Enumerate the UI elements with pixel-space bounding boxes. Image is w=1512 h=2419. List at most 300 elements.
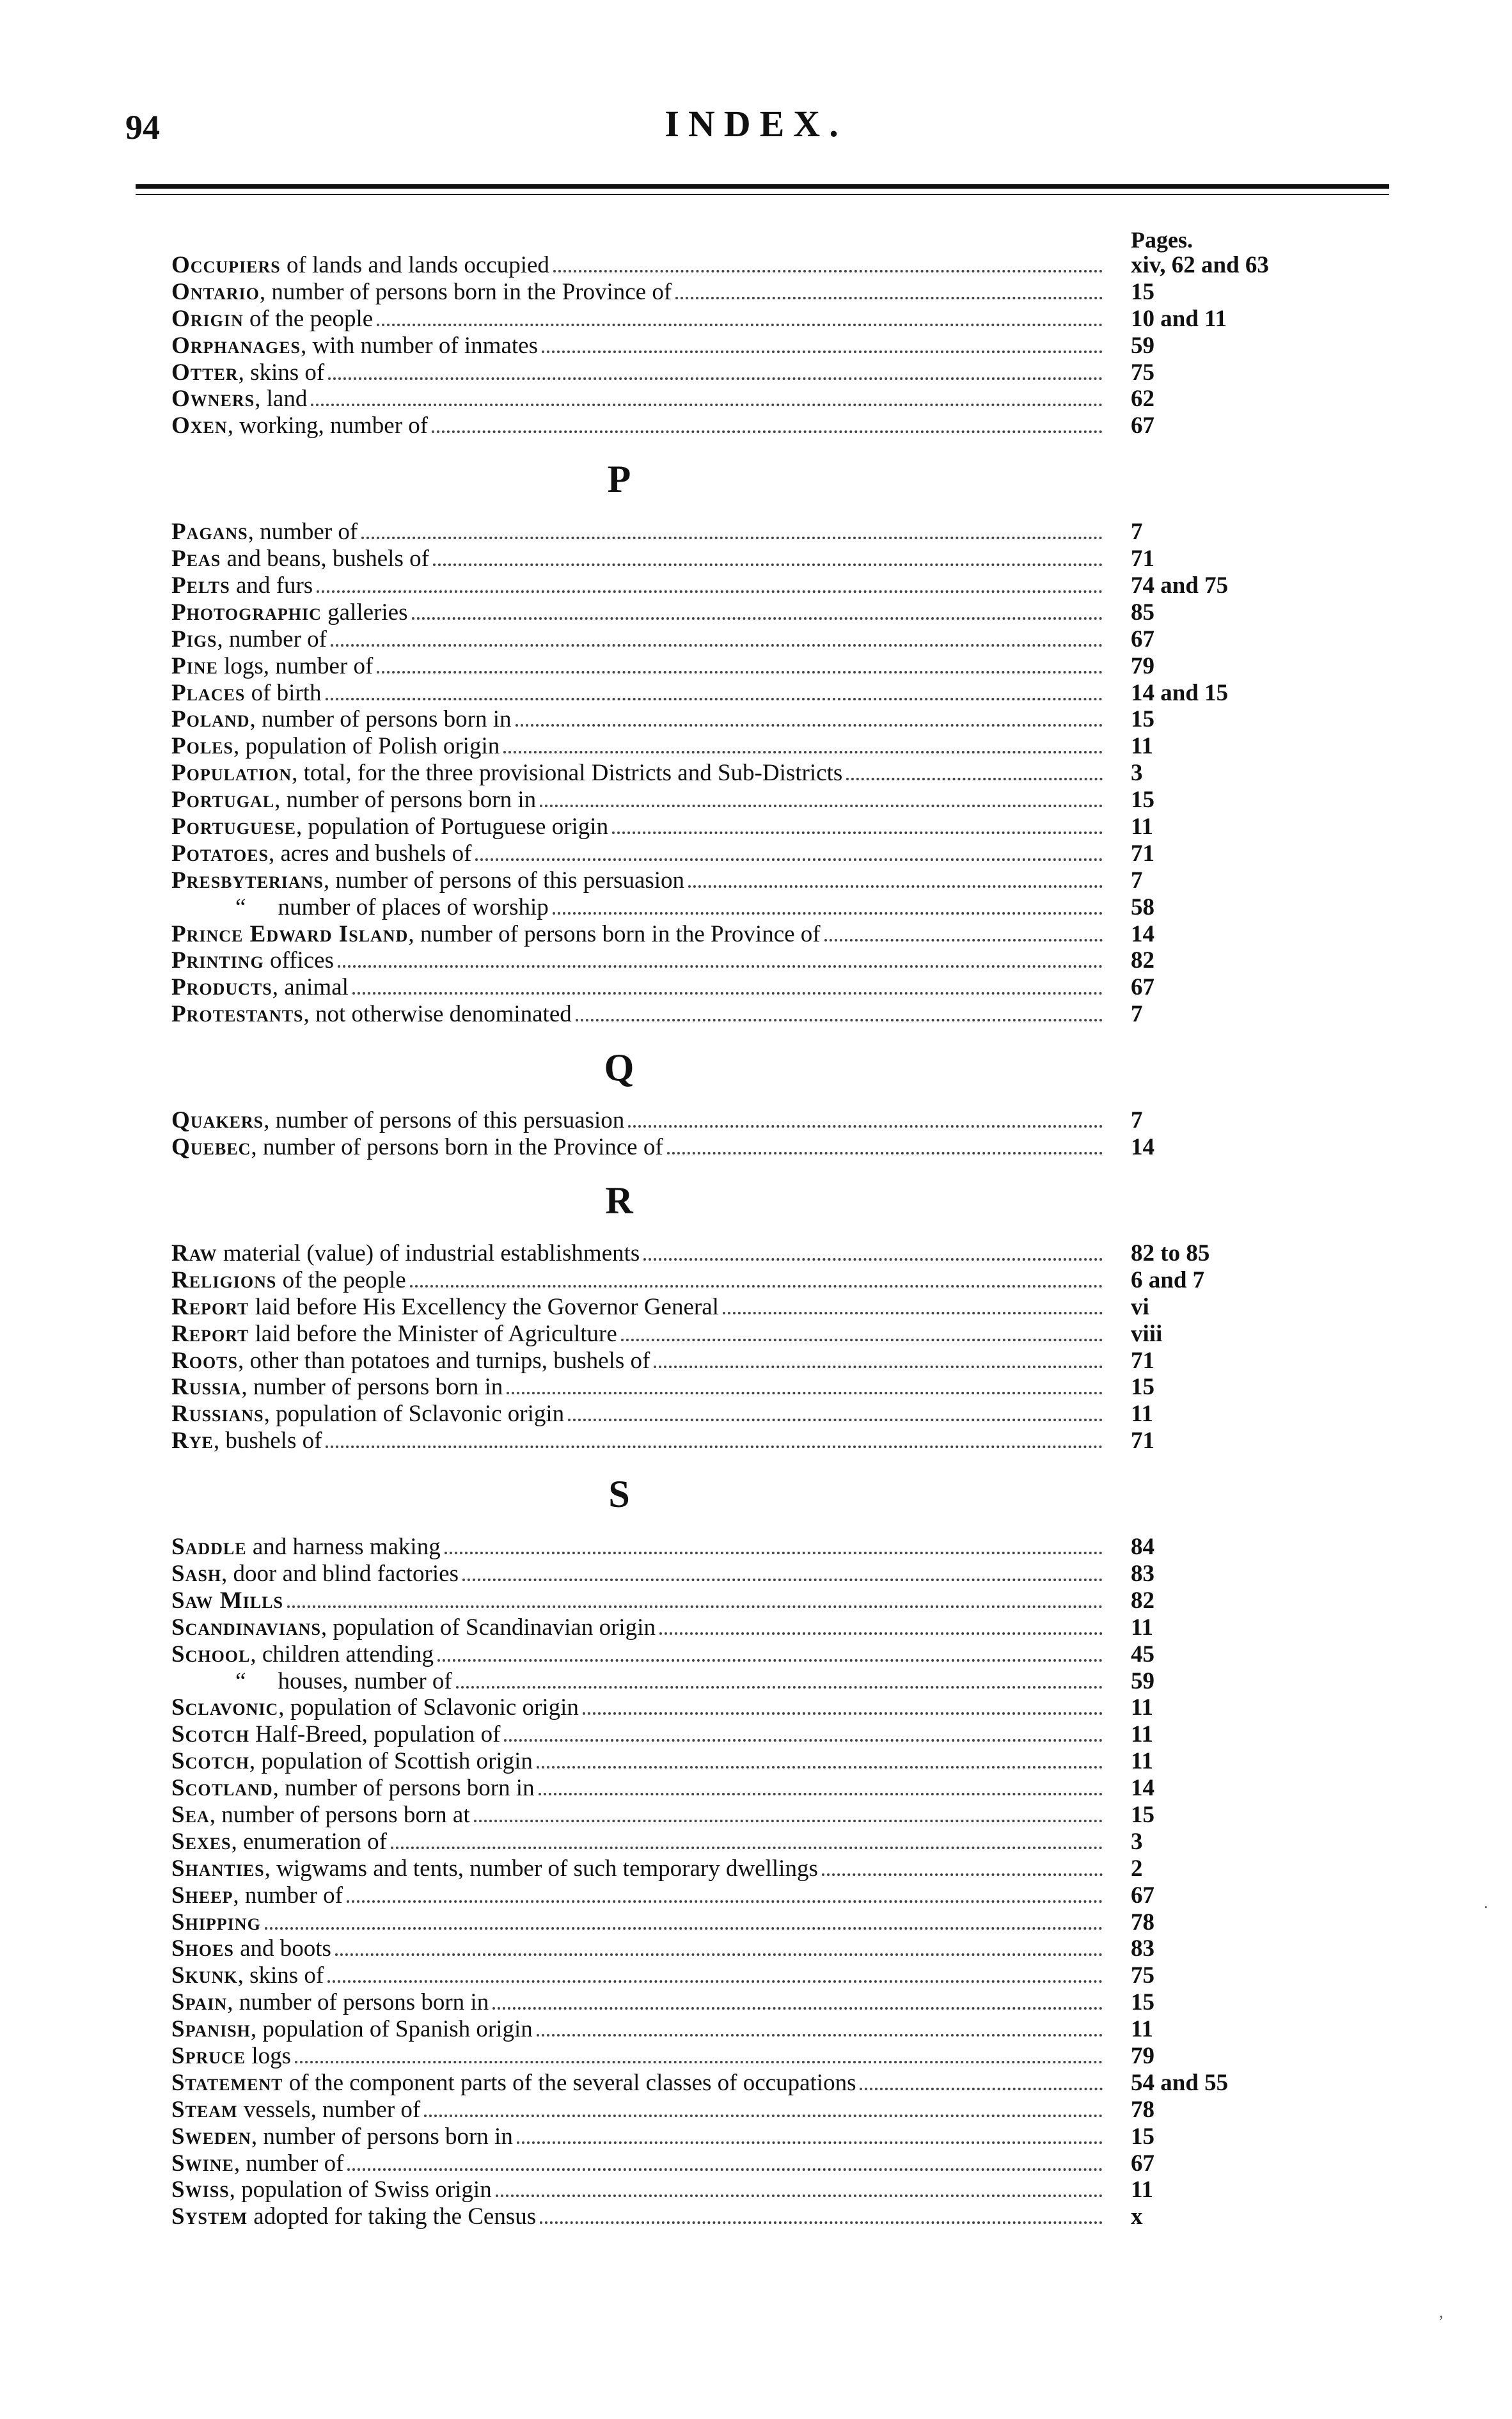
- entry-text: [171, 1001, 576, 1028]
- entry-description: of the people: [243, 305, 374, 332]
- entry-text: [171, 680, 326, 707]
- dot-leader: [628, 1125, 1103, 1128]
- entry-label: [171, 2124, 1108, 2150]
- entry-text: [171, 2150, 347, 2177]
- dot-leader: [347, 2168, 1103, 2171]
- page-title: INDEX.: [665, 103, 847, 145]
- entry-description: , total, for the three provisional Districts and Sub-Districts: [292, 760, 843, 787]
- entry-headword: Report: [171, 1293, 249, 1320]
- entry-pages: vi: [1131, 1293, 1149, 1320]
- entry-pages: 75: [1131, 359, 1154, 386]
- entry-label: [171, 1348, 1108, 1375]
- entry-description: , population of Swiss origin: [229, 2177, 492, 2203]
- entry-pages: 11: [1131, 1748, 1153, 1775]
- entry-description: galleries: [321, 599, 408, 626]
- entry-text: [171, 1348, 654, 1375]
- index-entry: [171, 413, 1355, 439]
- entry-text: [171, 519, 361, 546]
- entry-text: [171, 1534, 445, 1561]
- entry-headword: Occupiers: [171, 252, 281, 278]
- entry-description: of the component parts of the several classes of occupations: [283, 2069, 856, 2096]
- dot-leader: [659, 1632, 1103, 1635]
- entry-pages: 6 and 7: [1131, 1266, 1205, 1293]
- index-entry: [171, 359, 1355, 386]
- entry-text: [171, 2016, 537, 2043]
- entry-headword: Shoes: [171, 1935, 234, 1962]
- entry-text: [171, 2070, 860, 2097]
- entry-text: [171, 1107, 628, 1134]
- entry-label: [171, 1909, 1108, 1936]
- entry-headword: Photographic: [171, 599, 322, 626]
- header-rule-thick: [136, 184, 1389, 189]
- entry-headword: Shanties: [171, 1855, 265, 1882]
- entry-label: [171, 2150, 1108, 2177]
- entry-headword: Saw Mills: [171, 1587, 283, 1614]
- entry-label: [171, 1134, 1108, 1161]
- entry-pages: 11: [1131, 1614, 1153, 1641]
- entry-text: [171, 1989, 492, 2016]
- entry-headword: Scotch: [171, 1748, 249, 1775]
- index-entry: [171, 1321, 1355, 1348]
- entry-headword: Russians: [171, 1401, 264, 1428]
- entry-headword: Pagans: [171, 519, 248, 546]
- dot-leader: [568, 1419, 1103, 1421]
- entry-headword: Orphanages: [171, 332, 301, 359]
- entry-headword: Potatoes: [171, 840, 269, 867]
- entry-pages: 58: [1131, 894, 1154, 920]
- entry-label: [171, 546, 1108, 572]
- entry-label: [171, 279, 1108, 306]
- entry-pages: 71: [1131, 546, 1154, 572]
- entry-pages: 79: [1131, 2042, 1154, 2069]
- entry-text: [171, 921, 824, 948]
- entry-pages: 15: [1131, 706, 1154, 733]
- entry-headword: Oxen: [171, 413, 228, 439]
- index-entry: [171, 947, 1355, 974]
- entry-label: [171, 2043, 1108, 2070]
- entry-text: [171, 1294, 723, 1321]
- entry-text: [171, 894, 553, 921]
- entry-label: [171, 306, 1108, 333]
- entry-label: [171, 2070, 1108, 2097]
- dot-leader: [504, 1739, 1103, 1742]
- dot-leader: [295, 2061, 1103, 2063]
- index-entry: [171, 279, 1355, 306]
- entry-label: [171, 2097, 1108, 2124]
- index-entry: [171, 787, 1355, 814]
- dot-leader: [542, 351, 1103, 353]
- entry-description: , wigwams and tents, number of such temporary dwellings: [264, 1855, 818, 1882]
- entry-headword: Protestants: [171, 1001, 304, 1028]
- dot-leader: [846, 778, 1103, 780]
- entry-description: , skins of: [237, 1962, 324, 1989]
- entry-description: , population of Sclavonic origin: [264, 1401, 565, 1428]
- index-entry: [171, 386, 1355, 413]
- entry-headword: Printing: [171, 947, 264, 974]
- entry-description: , number of persons born at: [209, 1801, 470, 1828]
- entry-headword: Pine: [171, 652, 218, 679]
- entry-label: [171, 894, 1108, 921]
- dot-leader: [328, 377, 1103, 380]
- entry-text: [171, 1401, 568, 1428]
- entry-text: [171, 1802, 474, 1829]
- entry-pages: 67: [1131, 626, 1154, 652]
- index-entry: [171, 333, 1355, 359]
- entry-label: [171, 733, 1108, 760]
- entry-pages: 78: [1131, 1909, 1154, 1935]
- entry-label: [171, 760, 1108, 787]
- entry-text: [171, 2177, 496, 2203]
- entry-label: [171, 1694, 1108, 1721]
- entry-description: , number of: [248, 519, 358, 546]
- dot-leader: [326, 1446, 1103, 1448]
- dot-leader: [540, 2221, 1103, 2224]
- entry-description: , working, number of: [227, 413, 429, 439]
- section-letter: Q: [604, 1046, 634, 1089]
- dot-leader: [516, 724, 1103, 727]
- entry-text: [171, 1829, 391, 1856]
- entry-text: [171, 599, 412, 626]
- entry-headword: Pelts: [171, 572, 230, 599]
- entry-headword: Portugal: [171, 787, 275, 814]
- entry-label: [171, 1989, 1108, 2016]
- entry-pages: 11: [1131, 2177, 1153, 2203]
- index-entry: [171, 1401, 1355, 1428]
- entry-label: [171, 1588, 1108, 1614]
- entry-headword: Poles: [171, 733, 233, 760]
- index-entry: [171, 840, 1355, 867]
- entry-description: logs: [246, 2042, 292, 2069]
- entry-description: , children attending: [250, 1641, 434, 1667]
- section-letter: S: [608, 1473, 630, 1516]
- entry-description: , number of: [233, 1882, 343, 1909]
- entry-label: [171, 1267, 1108, 1294]
- index-entry: [171, 2203, 1355, 2230]
- entry-headword: Religions: [171, 1266, 277, 1293]
- entry-description: houses, number of: [278, 1667, 452, 1694]
- index-entry: [171, 1614, 1355, 1641]
- entry-description: , with number of inmates: [301, 332, 538, 359]
- dot-leader: [860, 2088, 1103, 2090]
- entry-label: [171, 680, 1108, 707]
- index-entry: [171, 2043, 1355, 2070]
- entry-pages: 15: [1131, 1374, 1154, 1401]
- entry-text: [171, 787, 540, 814]
- entry-pages: 82: [1131, 947, 1154, 974]
- entry-text: [171, 1561, 462, 1588]
- entry-label: [171, 1561, 1108, 1588]
- entry-text: [171, 1374, 507, 1401]
- entry-pages: 71: [1131, 1347, 1154, 1374]
- entry-label: [171, 359, 1108, 386]
- entry-pages: 11: [1131, 2016, 1153, 2043]
- entry-text: [171, 1668, 456, 1695]
- entry-description: Half-Breed, population of: [249, 1721, 501, 1748]
- entry-pages: 71: [1131, 1428, 1154, 1454]
- entry-pages: x: [1131, 2203, 1143, 2230]
- entry-text: [171, 2043, 295, 2070]
- dot-leader: [553, 912, 1103, 915]
- entry-label: [171, 1935, 1108, 1962]
- entry-headword: Steam: [171, 2096, 238, 2123]
- dot-leader: [517, 2141, 1103, 2144]
- index-entry: [171, 814, 1355, 840]
- entry-text: [171, 1641, 437, 1668]
- entry-pages: 14 and 15: [1131, 679, 1229, 706]
- entry-headword: Sheep: [171, 1882, 233, 1909]
- dot-leader: [331, 644, 1103, 647]
- entry-headword: Quakers: [171, 1107, 264, 1134]
- dot-leader: [667, 1152, 1103, 1154]
- entry-headword: Shipping: [171, 1909, 261, 1935]
- entry-headword: Sea: [171, 1801, 210, 1828]
- entry-headword: Peas: [171, 546, 221, 572]
- entry-description: , not otherwise denominated: [303, 1001, 572, 1028]
- entry-description: , population of Portuguese origin: [295, 814, 609, 840]
- entry-label: [171, 599, 1108, 626]
- entry-text: [171, 1428, 326, 1454]
- entry-label: [171, 1856, 1108, 1882]
- entry-text: [171, 1935, 335, 1962]
- entry-text: [171, 2203, 540, 2230]
- entry-label: [171, 519, 1108, 546]
- entry-pages: 83: [1131, 1935, 1154, 1962]
- entry-pages: 67: [1131, 974, 1154, 1001]
- dot-leader: [824, 939, 1103, 942]
- dot-leader: [553, 270, 1103, 272]
- entry-pages: 83: [1131, 1560, 1154, 1587]
- entry-text: [171, 1909, 265, 1936]
- index-entry: [171, 1240, 1355, 1267]
- dot-leader: [540, 805, 1103, 807]
- entry-description: number of places of worship: [278, 894, 549, 920]
- margin-mark: ,: [1439, 2303, 1444, 2321]
- dot-leader: [539, 1793, 1103, 1795]
- entry-pages: 14: [1131, 1775, 1154, 1802]
- entry-label: [171, 653, 1108, 680]
- page-number: 94: [125, 108, 160, 146]
- entry-description: , number of persons of this persuasion: [323, 867, 685, 894]
- section-letter: R: [605, 1179, 633, 1222]
- entry-pages: 14: [1131, 1134, 1154, 1161]
- entry-headword: Ontario: [171, 278, 260, 305]
- entry-description: , number of persons born in: [227, 1989, 489, 2016]
- entry-text: [171, 279, 675, 306]
- entry-headword: Quebec: [171, 1134, 251, 1161]
- entry-description: , enumeration of: [231, 1828, 387, 1855]
- entry-label: [171, 386, 1108, 413]
- index-entry: [171, 252, 1355, 279]
- entry-label: [171, 1428, 1108, 1454]
- entry-description: and furs: [230, 572, 313, 599]
- entry-label: [171, 626, 1108, 653]
- entry-pages: 10 and 11: [1131, 305, 1227, 332]
- dot-leader: [537, 2034, 1103, 2037]
- entry-headword: Swine: [171, 2150, 234, 2177]
- dot-leader: [688, 885, 1103, 888]
- dot-leader: [338, 965, 1103, 968]
- entry-headword: Russia: [171, 1374, 242, 1401]
- entry-pages: 67: [1131, 2150, 1154, 2177]
- dot-leader: [391, 1847, 1103, 1849]
- entry-text: [171, 572, 317, 599]
- entry-headword: Sash: [171, 1560, 222, 1587]
- entry-label: [171, 814, 1108, 840]
- dot-leader: [503, 751, 1103, 753]
- entry-description: offices: [264, 947, 334, 974]
- index-entry: [171, 572, 1355, 599]
- entry-label: [171, 1107, 1108, 1134]
- entry-headword: Otter: [171, 359, 239, 386]
- entry-text: [171, 1748, 537, 1775]
- index-entry: [171, 1694, 1355, 1721]
- entry-label: [171, 947, 1108, 974]
- index-entry: [171, 1962, 1355, 1989]
- entry-label: [171, 2177, 1108, 2203]
- ditto-mark: “: [235, 894, 246, 920]
- entry-text: [171, 1134, 667, 1161]
- entry-label: [171, 1962, 1108, 1989]
- entry-label: [171, 1775, 1108, 1802]
- dot-leader: [496, 2194, 1103, 2197]
- dot-leader: [335, 1953, 1103, 1956]
- entry-label: [171, 2016, 1108, 2043]
- entry-pages: 79: [1131, 652, 1154, 679]
- index-entry: [171, 1374, 1355, 1401]
- entry-description: and beans, bushels of: [221, 546, 429, 572]
- index-entry: [171, 653, 1355, 680]
- entry-headword: Spain: [171, 1989, 228, 2016]
- entry-headword: Origin: [171, 305, 244, 332]
- entry-label: [171, 921, 1108, 948]
- entry-label: [171, 252, 1108, 279]
- entry-description: logs, number of: [217, 652, 374, 679]
- entry-description: , skins of: [238, 359, 325, 386]
- index-entry: [171, 306, 1355, 333]
- entry-pages: 11: [1131, 1721, 1153, 1748]
- index-entry: [171, 599, 1355, 626]
- index-entry: [171, 546, 1355, 572]
- index-entry: [171, 519, 1355, 546]
- entry-headword: Swiss: [171, 2177, 230, 2203]
- entry-description: , number of persons born in: [251, 2123, 513, 2150]
- entry-description: laid before the Minister of Agriculture: [249, 1320, 617, 1347]
- index-entry: [171, 1829, 1355, 1856]
- entry-description: , number of: [233, 2150, 344, 2177]
- entry-text: [171, 306, 377, 333]
- entry-label: [171, 867, 1108, 894]
- entry-pages: 3: [1131, 1828, 1143, 1855]
- entry-pages: 15: [1131, 2123, 1154, 2150]
- entry-description: , acres and bushels of: [268, 840, 472, 867]
- dot-leader: [265, 1927, 1103, 1930]
- entry-description: , population of Sclavonic origin: [278, 1694, 579, 1721]
- dot-leader: [675, 297, 1103, 299]
- entry-text: [171, 840, 475, 867]
- entry-label: [171, 1748, 1108, 1775]
- dot-leader: [612, 831, 1103, 834]
- dot-leader: [432, 430, 1103, 433]
- entry-description: , door and blind factories: [221, 1560, 459, 1587]
- entry-headword: Rye: [171, 1428, 214, 1454]
- dot-leader: [424, 2115, 1103, 2117]
- entry-text: [171, 1721, 504, 1748]
- entry-text: [171, 1882, 347, 1909]
- entry-headword: Roots: [171, 1347, 238, 1374]
- index-entry: [171, 2016, 1355, 2043]
- entry-description: , population of Spanish origin: [250, 2016, 533, 2043]
- dot-leader: [456, 1686, 1103, 1689]
- index-entry: [171, 921, 1355, 948]
- entry-pages: 11: [1131, 1401, 1153, 1428]
- entry-headword: Sweden: [171, 2123, 251, 2150]
- dot-leader: [474, 1820, 1103, 1822]
- entry-text: [171, 1775, 539, 1802]
- entry-pages: 62: [1131, 386, 1154, 413]
- index-entries: [171, 252, 1355, 2230]
- index-entry: [171, 2097, 1355, 2124]
- entry-headword: Population: [171, 760, 292, 787]
- index-entry: [171, 1856, 1355, 1882]
- index-entry: [171, 1775, 1355, 1802]
- entry-pages: 7: [1131, 519, 1143, 546]
- index-entry: [171, 626, 1355, 653]
- entry-pages: 15: [1131, 278, 1154, 305]
- dot-leader: [822, 1873, 1103, 1876]
- entry-pages: 15: [1131, 1989, 1154, 2016]
- entry-pages: 3: [1131, 760, 1143, 787]
- dot-leader: [492, 2007, 1103, 2010]
- entry-pages: 14: [1131, 920, 1154, 947]
- entry-text: [171, 1856, 822, 1882]
- index-entry: [171, 733, 1355, 760]
- index-entry: [171, 1561, 1355, 1588]
- entry-description: , bushels of: [213, 1428, 322, 1454]
- index-entry: [171, 1348, 1355, 1375]
- entry-headword: Products: [171, 974, 272, 1001]
- entry-text: [171, 252, 553, 279]
- entry-text: [171, 2124, 517, 2150]
- entry-headword: System: [171, 2203, 248, 2230]
- entry-label: [171, 1882, 1108, 1909]
- entry-text: [171, 413, 432, 439]
- entry-label: [171, 840, 1108, 867]
- entry-text: [171, 359, 328, 386]
- entry-headword: Places: [171, 679, 246, 706]
- pages-column-header: Pages.: [1131, 227, 1193, 253]
- entry-text: [171, 1321, 621, 1348]
- entry-pages: viii: [1131, 1320, 1163, 1347]
- entry-label: [171, 1668, 1108, 1695]
- entry-description: , other than potatoes and turnips, bushels of: [237, 1347, 650, 1374]
- entry-description: , animal: [272, 974, 349, 1001]
- entry-pages: 7: [1131, 1001, 1143, 1028]
- entry-label: [171, 333, 1108, 359]
- dot-leader: [327, 1980, 1103, 1983]
- dot-leader: [326, 698, 1103, 700]
- entry-label: [171, 1721, 1108, 1748]
- entry-headword: Sexes: [171, 1828, 232, 1855]
- dot-leader: [445, 1552, 1103, 1554]
- entry-headword: Scandinavians: [171, 1614, 321, 1641]
- dot-leader: [537, 1766, 1103, 1769]
- entry-headword: Scotch: [171, 1721, 249, 1748]
- entry-pages: 2: [1131, 1855, 1143, 1882]
- dot-leader: [317, 590, 1103, 593]
- entry-label: [171, 1294, 1108, 1321]
- index-entry: [171, 2124, 1355, 2150]
- entry-pages: 7: [1131, 1107, 1143, 1134]
